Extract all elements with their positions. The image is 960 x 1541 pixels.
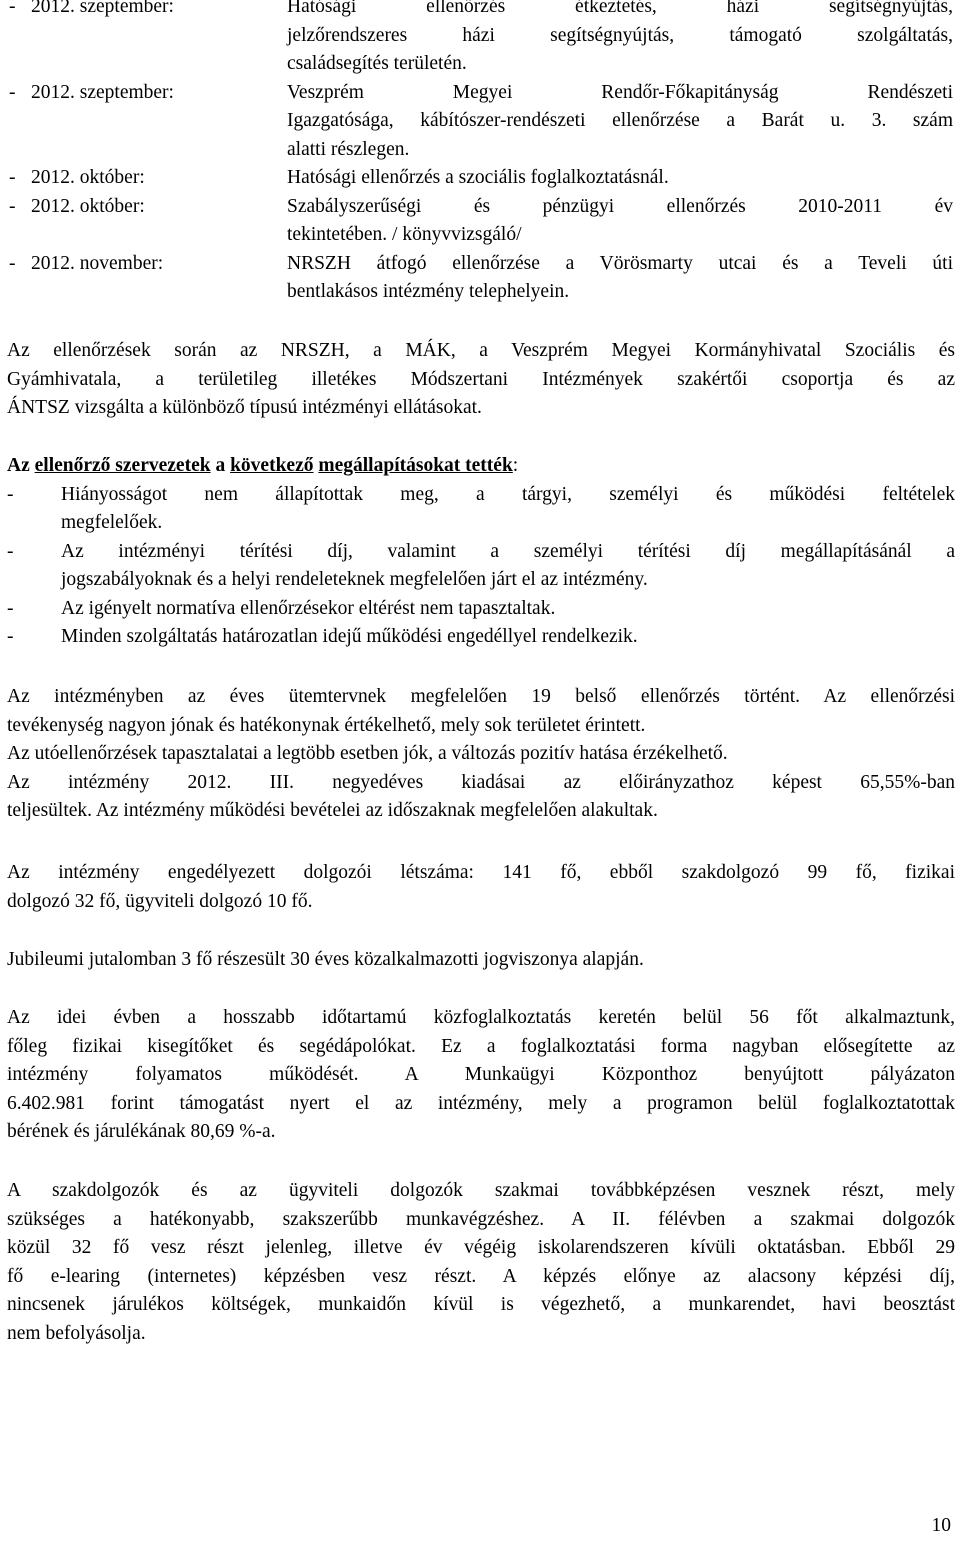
finding-text <box>61 595 955 624</box>
audit-date: 2012. szeptember: <box>31 0 174 17</box>
internal-audit-paragraph <box>7 683 955 826</box>
audit-dash: - <box>9 0 16 17</box>
staff-paragraph <box>7 859 955 916</box>
finding-dash: - <box>7 626 14 647</box>
audit-dash: - <box>9 195 16 217</box>
audit-item <box>0 250 960 307</box>
heading-colon: : <box>512 455 519 476</box>
finding-text <box>61 623 955 652</box>
heading-word: a <box>215 455 226 476</box>
audit-description-line: Veszprém Megyei Rendőr-Főkapitányság Rendészeti <box>287 81 953 103</box>
audit-dash: - <box>9 167 16 188</box>
paragraph-line: Jubileumi jutalomban 3 fő részesült 30 éves közalkalmazotti jogviszonya alapján. <box>7 949 644 970</box>
audit-description-line: tekintetében. / könyvvizsgáló/ <box>287 224 522 245</box>
audit-description <box>287 79 953 165</box>
paragraph-line: bérének és járulékának 80,69 %-a. <box>7 1121 276 1142</box>
page-number: 10 <box>931 1515 951 1536</box>
findings-section <box>7 452 955 652</box>
audit-description-line: alatti részlegen. <box>287 138 410 160</box>
findings-heading <box>7 452 955 481</box>
finding-line: jogszabályoknak és a helyi rendeleteknek megfelelően járt el az intézmény. <box>61 569 648 590</box>
finding-item <box>7 481 955 538</box>
audit-description-line: családsegítés területén. <box>287 53 467 74</box>
finding-line: Minden szolgáltatás határozatlan idejű működési engedéllyel rendelkezik. <box>61 626 638 647</box>
paragraph-line: nem befolyásolja. <box>7 1322 146 1344</box>
paragraph-line: dolgozó 32 fő, ügyviteli dolgozó 10 fő. <box>7 890 313 912</box>
finding-item <box>7 595 955 624</box>
audit-date: 2012. október: <box>31 195 145 217</box>
audit-description <box>287 193 953 250</box>
audit-date: 2012. október: <box>31 167 145 188</box>
heading-word: Az <box>7 455 30 476</box>
audit-description-line: Szabályszerűségi és pénzügyi ellenőrzés 2010-2011 év <box>287 195 953 217</box>
paragraph-line: szükséges a hatékonyabb, szakszerűbb munkavégzéshez. A II. félévben a szakmai dolgozók <box>7 1208 955 1230</box>
paragraph-line: Az intézmény 2012. III. negyedéves kiadásai az előirányzathoz képest 65,55%-ban <box>7 771 955 793</box>
audit-item <box>0 164 960 193</box>
heading-underlined: ellenőrző szervezetek <box>34 455 211 476</box>
paragraph-line: közül 32 fő vesz részt jelenleg, illetve év végéig iskolarendszeren kívüli oktatásban. Ebből 29 <box>7 1237 955 1258</box>
paragraph-line: Gyámhivatala, a területileg illetékes Módszertani Intézmények szakértői csoportja és az <box>7 368 955 390</box>
paragraph-line: tevékenység nagyon jónak és hatékonynak értékelhető, mely sok területet érintett. <box>7 714 646 736</box>
heading-underlined: megállapításokat tették <box>318 455 513 476</box>
paragraph-line: 6.402.981 forint támogatást nyert el az intézmény, mely a programon belül foglalkoztatottak <box>7 1092 955 1114</box>
paragraph-line: főleg fizikai kisegítőket és segédápolókat. Ez a foglalkoztatási forma nagyban elősegítette az <box>7 1035 955 1057</box>
finding-dash: - <box>7 483 14 505</box>
finding-dash: - <box>7 540 14 562</box>
paragraph-line: intézmény folyamatos működését. A Munkaügyi Központhoz benyújtott pályázaton <box>7 1064 955 1085</box>
paragraph-line: Az ellenőrzések során az NRSZH, a MÁK, a Veszprém Megyei Kormányhivatal Szociális és <box>7 340 955 361</box>
finding-line: megfelelőek. <box>61 512 163 533</box>
public-work-paragraph <box>7 1004 955 1147</box>
finding-line: Hiányosságot nem állapítottak meg, a tárgyi, személyi és működési feltételek <box>61 483 955 505</box>
audit-description-line: Hatósági ellenőrzés a szociális foglalkoztatásnál. <box>287 167 669 188</box>
audit-date: 2012. november: <box>31 252 164 274</box>
finding-line: Az intézményi térítési díj, valamint a személyi térítési díj megállapításánál a <box>61 540 955 562</box>
paragraph-line: teljesültek. Az intézmény működési bevételei az időszaknak megfelelően alakultak. <box>7 800 658 821</box>
training-paragraph <box>7 1177 955 1348</box>
inspections-paragraph <box>7 337 955 423</box>
audit-description <box>287 250 953 307</box>
paragraph-line: ÁNTSZ vizsgálta a különböző típusú intézményi ellátásokat. <box>7 397 482 418</box>
paragraph-line: A szakdolgozók és az ügyviteli dolgozók szakmai továbbképzésen vesznek részt, mely <box>7 1180 955 1201</box>
audit-list <box>0 0 960 307</box>
audit-date: 2012. szeptember: <box>31 81 174 103</box>
finding-text <box>61 481 955 538</box>
audit-description-line: bentlakásos intézmény telephelyein. <box>287 281 570 302</box>
audit-description-line: Igazgatósága, kábítószer-rendészeti ellenőrzése a Barát u. 3. szám <box>287 110 953 131</box>
heading-underlined: következő <box>230 455 314 476</box>
audit-description-line: NRSZH átfogó ellenőrzése a Vörösmarty utcai és a Teveli úti <box>287 252 953 274</box>
finding-text <box>61 538 955 595</box>
paragraph-line: nincsenek járulékos költségek, munkaidőn kívül is végezhető, a munkarendet, havi beosztást <box>7 1294 955 1315</box>
paragraph-line: fő e-learing (internetes) képzésben vesz részt. A képzés előnye az alacsony képzési díj, <box>7 1265 955 1287</box>
jubilee-paragraph <box>7 946 955 975</box>
paragraph-line: Az idei évben a hosszabb időtartamú közfoglalkoztatás keretén belül 56 főt alkalmaztunk, <box>7 1007 955 1028</box>
finding-item <box>7 538 955 595</box>
finding-line: Az igényelt normatíva ellenőrzésekor eltérést nem tapasztaltak. <box>61 597 556 619</box>
audit-description-line: Hatósági ellenőrzés étkeztetés, házi segítségnyújtás, <box>287 0 953 17</box>
audit-dash: - <box>9 252 16 274</box>
paragraph-line: Az intézmény engedélyezett dolgozói létszáma: 141 fő, ebből szakdolgozó 99 fő, fizikai <box>7 862 955 883</box>
audit-description-line: jelzőrendszeres házi segítségnyújtás, támogató szolgáltatás, <box>287 24 953 46</box>
audit-description <box>287 164 953 193</box>
audit-description <box>287 0 953 79</box>
audit-item <box>0 79 960 165</box>
audit-item <box>0 0 960 79</box>
paragraph-line: Az utóellenőrzések tapasztalatai a legtöbb esetben jók, a változás pozitív hatása érzékelhető. <box>7 743 728 764</box>
paragraph-line: Az intézményben az éves ütemtervnek megfelelően 19 belső ellenőrzés történt. Az ellenőrzési <box>7 686 955 707</box>
audit-dash: - <box>9 81 16 103</box>
finding-dash: - <box>7 597 14 619</box>
finding-item <box>7 623 955 652</box>
audit-item <box>0 193 960 250</box>
